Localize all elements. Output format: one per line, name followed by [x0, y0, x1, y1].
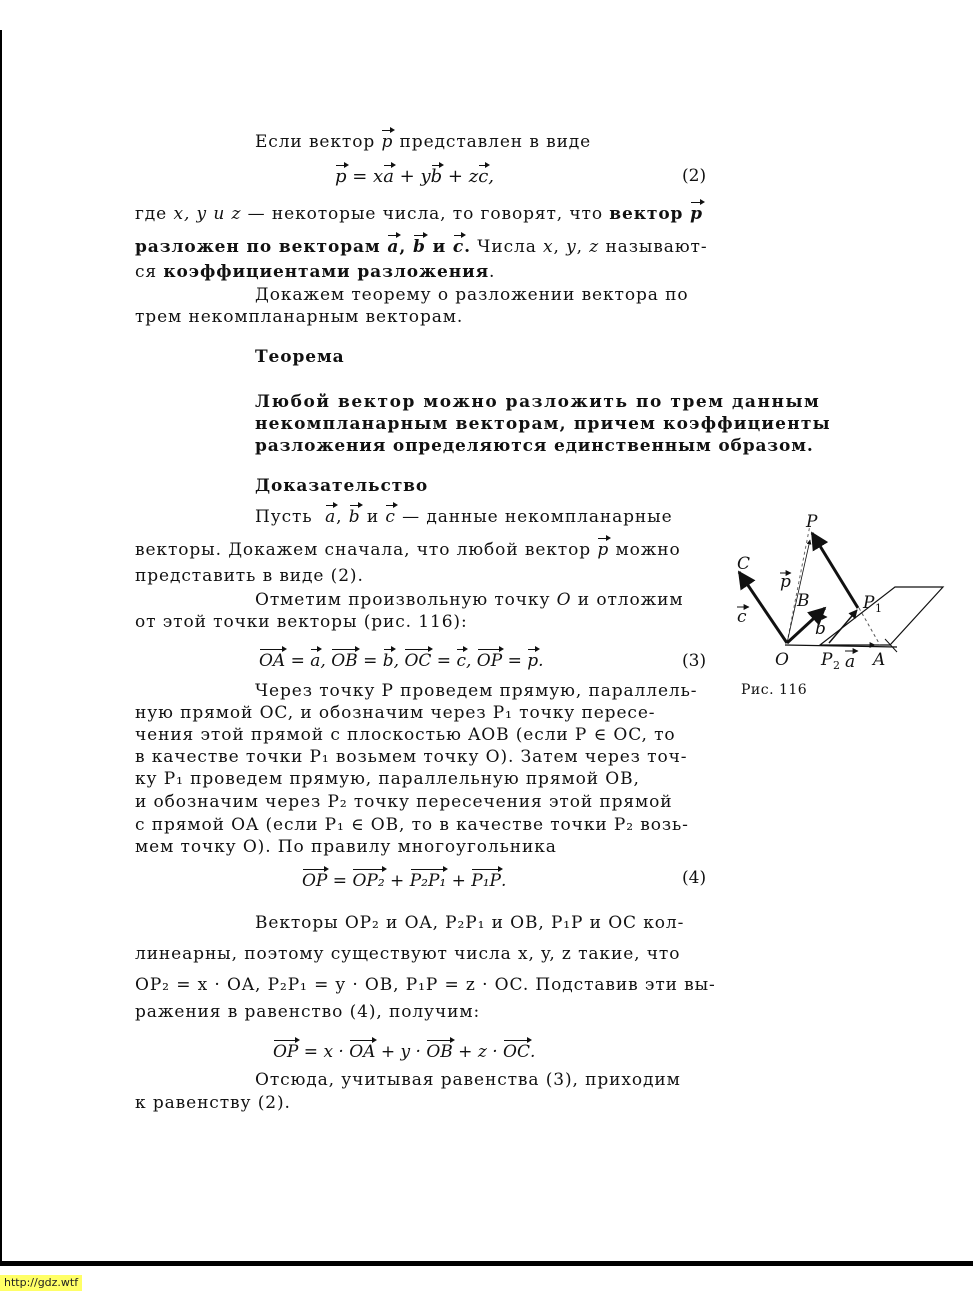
proof-para3-line6: и обозначим через P₂ точку пересечения этой прямой: [135, 792, 673, 812]
theorem-line-2: некомпланарным векторам, причем коэффициенты: [255, 414, 831, 434]
figure-caption: Рис. 116: [741, 682, 808, 698]
proof-para3-line7: с прямой OA (если P₁ ∈ OB, то в качестве точки P₂ возь-: [135, 815, 689, 835]
proof-para4-line2: линеарны, поэтому существуют числа x, y, z такие, что: [135, 944, 681, 964]
vector-p1p: [812, 533, 858, 608]
equation-2: p = xa + yb + zc,: [335, 166, 495, 187]
label-p2: P: [821, 650, 833, 670]
proof-para3-line2: ную прямой OC, и обозначим через P₁ точку пересе-: [135, 703, 656, 723]
label-p1: P: [863, 593, 875, 613]
proof-para3-line4: в качестве точки P₁ возьмем точку O). Затем через точ-: [135, 747, 688, 767]
source-link[interactable]: http://gdz.wtf: [0, 1275, 82, 1291]
figure-116-diagram: [725, 505, 955, 680]
label-b-vec: b: [815, 619, 826, 639]
equation-5: OP = x · OA + y · OB + z · OC.: [273, 1042, 536, 1062]
proof-para4-line4: ражения в равенство (4), получим:: [135, 1002, 481, 1022]
para2-line4: Докажем теорему о разложении вектора по: [255, 285, 689, 305]
label-p1-sub: 1: [875, 602, 882, 615]
proof-para1-line3: представить в виде (2).: [135, 566, 364, 586]
proof-para4-line1: Векторы OP₂ и OA, P₂P₁ и OB, P₁P и OC кол-: [255, 913, 685, 933]
vector-p2p1: [829, 610, 857, 643]
intro-line: Если вектор p представлен в виде: [255, 132, 592, 152]
proof-para1-line1: Пусть a, b и c — данные некомпланарные: [255, 507, 673, 527]
label-a: A: [873, 650, 886, 670]
label-c: C: [737, 554, 751, 574]
label-a-vec: a: [845, 652, 856, 672]
para2-line1: где x, y и z — некоторые числа, то говорят, что вектор p: [135, 204, 703, 224]
proof-para3-line8: мем точку O). По правилу многоугольника: [135, 837, 557, 857]
equation-3-number: (3): [682, 651, 707, 671]
proof-para3-line5: ку P₁ проведем прямую, параллельную прямой OB,: [135, 769, 640, 789]
para2-line2: разложен по векторам a, b и c. Числа x, y, z называют-: [135, 237, 708, 257]
plane-aob: [820, 587, 943, 645]
label-b: B: [797, 591, 810, 611]
proof-para2-line2: от этой точки векторы (рис. 116):: [135, 612, 468, 632]
para2-line5: трем некомпланарным векторам.: [135, 307, 464, 327]
proof-para5-line1: Отсюда, учитывая равенства (3), приходим: [255, 1070, 681, 1090]
label-c-vec: c: [737, 607, 747, 627]
theorem-line-1: Любой вектор можно разложить по трем данным: [255, 392, 821, 412]
proof-para3-line3: чения этой прямой с плоскостью AOB (если P ∈ OC, то: [135, 725, 676, 745]
proof-title: Доказательство: [255, 476, 429, 496]
label-p-vec: p: [780, 572, 791, 592]
proof-para5-line2: к равенству (2).: [135, 1093, 291, 1113]
equation-4: OP = OP₂ + P₂P₁ + P₁P.: [302, 871, 507, 891]
proof-para1-line2: векторы. Докажем сначала, что любой вектор p можно: [135, 540, 681, 560]
equation-3: OA = a, OB = b, OC = c, OP = p.: [259, 651, 544, 671]
proof-para4-line3: OP₂ = x · OA, P₂P₁ = y · OB, P₁P = z · OC. Подставив эти вы-: [135, 975, 716, 995]
label-o: O: [775, 650, 789, 670]
proof-para3-line1: Через точку P проведем прямую, параллель-: [255, 681, 698, 701]
proof-para2-line1: Отметим произвольную точку O и отложим: [255, 590, 684, 610]
theorem-title: Теорема: [255, 347, 345, 367]
label-p: P: [806, 512, 818, 532]
equation-2-number: (2): [682, 166, 707, 186]
label-p2-sub: 2: [833, 659, 840, 672]
equation-4-number: (4): [682, 868, 707, 888]
theorem-line-3: разложения определяются единственным образом.: [255, 436, 814, 456]
para2-line3: ся коэффициентами разложения.: [135, 262, 496, 282]
